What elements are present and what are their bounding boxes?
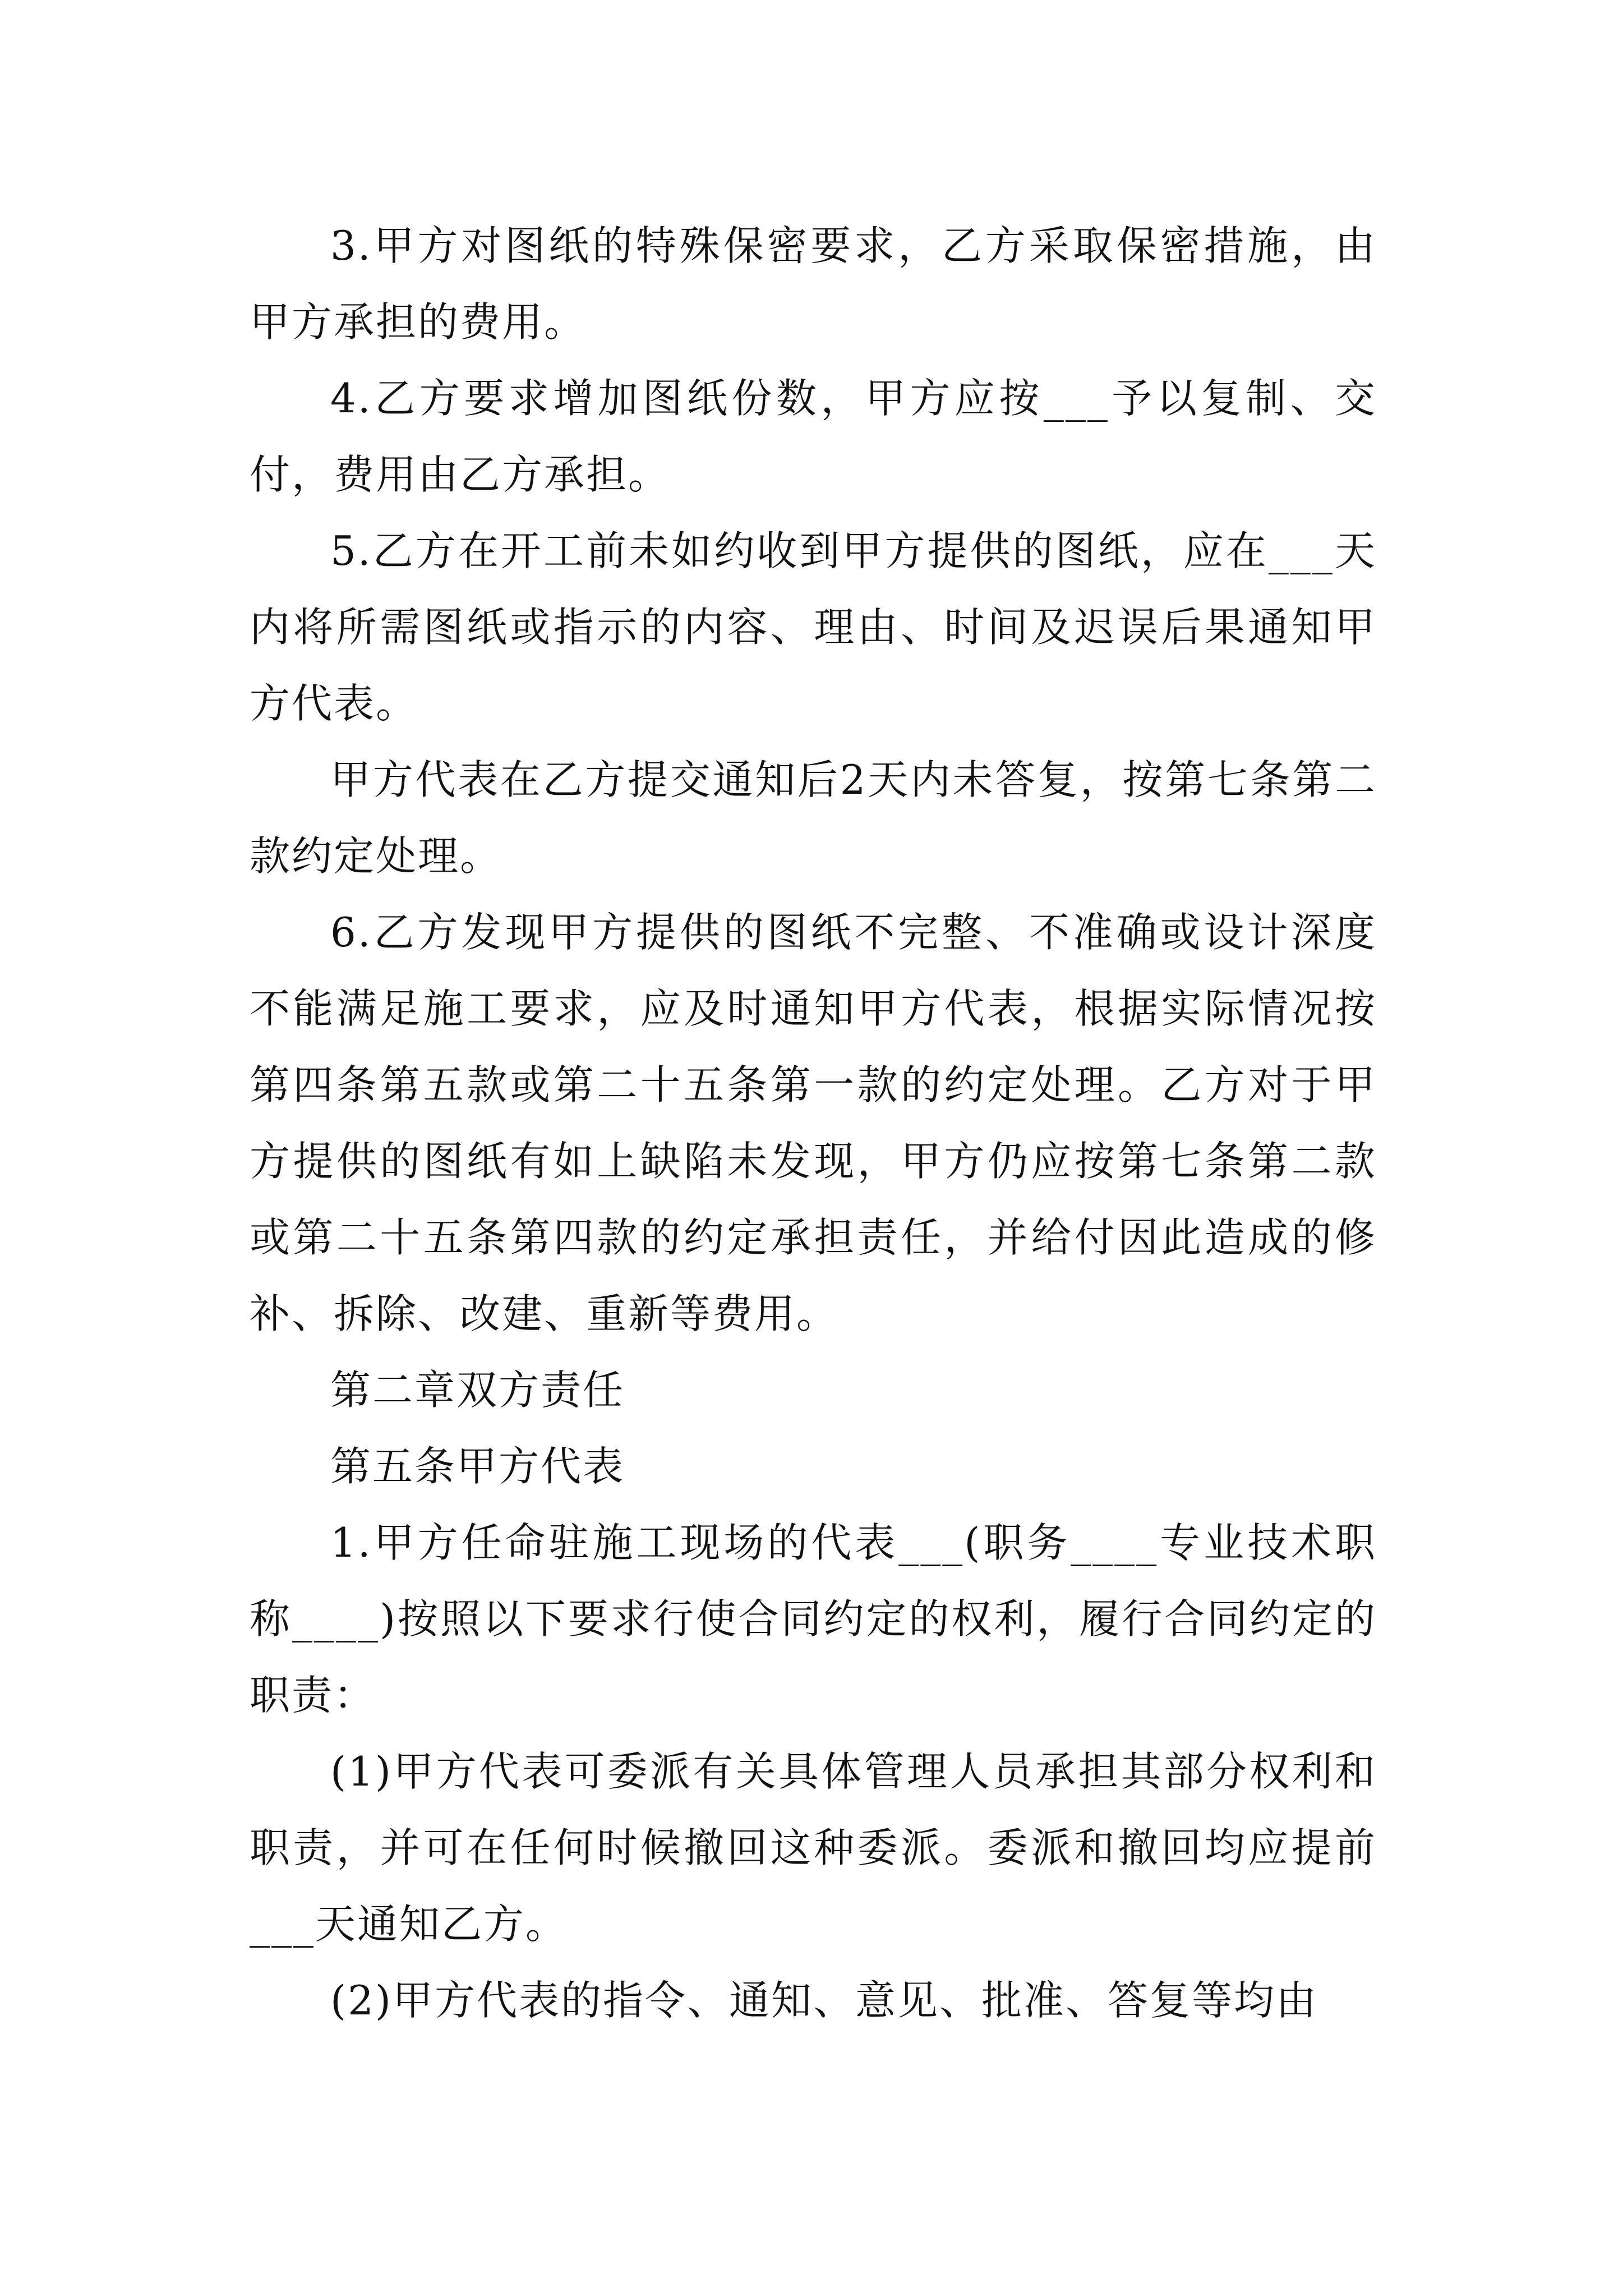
- paragraph-item-5: 5.乙方在开工前未如约收到甲方提供的图纸，应在___天内将所需图纸或指示的内容、理由、时间及迟误后果通知甲方代表。: [250, 527, 1377, 727]
- paragraph-item-1: 1.甲方任命驻施工现场的代表___(职务____专业技术职称____)按照以下要求行使合同约定的权利，履行合同约定的职责：: [250, 1519, 1377, 1719]
- paragraph-subitem-1: (1)甲方代表可委派有关具体管理人员承担其部分权利和职责，并可在任何时候撤回这种委派。委派和撤回均应提前___天通知乙方。: [250, 1748, 1377, 1948]
- article-heading: 第五条甲方代表: [330, 1443, 625, 1490]
- chapter-heading: 第二章双方责任: [330, 1366, 625, 1414]
- paragraph-reply-rule: 甲方代表在乙方提交通知后2天内未答复，按第七条第二款约定处理。: [250, 756, 1377, 880]
- document-body: [250, 208, 1377, 2039]
- paragraph-item-6: 6.乙方发现甲方提供的图纸不完整、不准确或设计深度不能满足施工要求，应及时通知甲方代表，根据实际情况按第四条第五款或第二十五条第一款的约定处理。乙方对于甲方提供的图纸有如上缺陷未发现，甲方仍应按第七条第二款或第二十五条第四款的约定承担责任，并给付因此造成的修补、拆除、改建、重新等费用。: [250, 909, 1377, 1337]
- paragraph-item-3: 3.甲方对图纸的特殊保密要求，乙方采取保密措施，由甲方承担的费用。: [250, 222, 1377, 346]
- paragraph-item-4: 4.乙方要求增加图纸份数，甲方应按___予以复制、交付，费用由乙方承担。: [250, 375, 1377, 498]
- paragraph-subitem-2: (2)甲方代表的指令、通知、意见、批准、答复等均由: [330, 1977, 1318, 2024]
